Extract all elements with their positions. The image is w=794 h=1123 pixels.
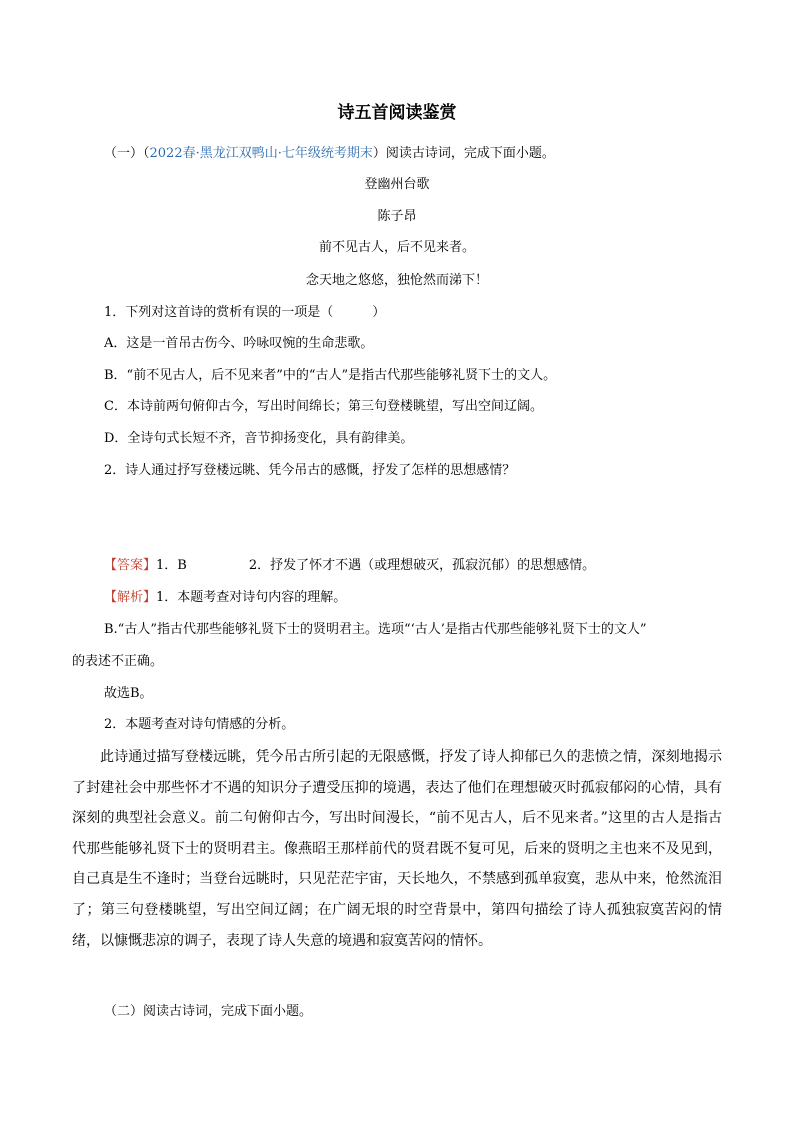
poem-title: 登幽州台歌: [364, 177, 430, 192]
question-2-stem: 2．诗人通过抒写登楼远眺、凭今吊古的感慨，抒发了怎样的思想感情？: [104, 463, 516, 478]
section-1-source: 2022春·黑龙江双鸭山·七年级统考期末: [149, 146, 373, 161]
analysis-conclusion: 故选B。: [104, 686, 153, 701]
poem-author: 陈子昂: [377, 209, 417, 224]
question-1-stem: 1．下列对这首诗的赏析有误的一项是（ ）: [104, 305, 386, 320]
question-1-option-a: A．这是一首吊古伤今、吟咏叹惋的生命悲歌。: [104, 336, 374, 351]
analysis-paragraph: [72, 742, 722, 956]
analysis-point-2a: B.“古人”指古代那些能够礼贤下士的贤明君主。选项“‘古人’是指古代那些能够礼贤下士的文人”: [104, 622, 647, 637]
poem-line-2: 念天地之悠悠，独怆然而涕下！: [305, 273, 488, 288]
answer-tag: 【答案】: [104, 558, 157, 573]
analysis-paragraph-text: 此诗通过描写登楼远眺，凭今吊古所引起的无限感慨，抒发了诗人抑郁已久的悲愤之情，深刻地揭示了封建社会中那些怀才不遇的知识分子遭受压抑的境遇，表达了他们在理想破灭时孤寂郁闷的心情，具有深刻的典型社会意义。前二句俯仰古今，写出时间漫长，“前不见古人，后不见来者。”这里的古人是指古代那些能够礼贤下士的贤明君主。像燕昭王那样前代的贤君既不复可见，后来的贤明之主也来不及见到，自己真是生不逢时；当登台远眺时，只见茫茫宇宙，天长地久，不禁感到孤单寂寞，悲从中来，怆然流泪了；第三句登楼眺望，写出空间辽阔；在广阔无垠的时空背景中，第四句描绘了诗人孤独寂寞苦闷的情绪，以慷慨悲凉的调子，表现了诗人失意的境遇和寂寞苦闷的情怀。: [72, 749, 722, 949]
analysis-point-2b: 的表述不正确。: [72, 654, 164, 669]
analysis-tag: 【解析】: [104, 590, 157, 605]
question-1-option-c: C．本诗前两句俯仰古今，写出时间绵长；第三句登楼眺望，写出空间辽阔。: [104, 399, 543, 414]
answer-1: 1．B: [156, 558, 187, 573]
analysis-line: [104, 589, 346, 607]
answer-2: 2．抒发了怀才不遇（或理想破灭，孤寂沉郁）的思想感情。: [248, 558, 596, 573]
analysis-point-4: 2．本题考查对诗句情感的分析。: [104, 717, 295, 732]
section-1-heading: [104, 145, 555, 163]
question-1-option-d: D．全诗句式长短不齐，音节抑扬变化，具有韵律美。: [104, 431, 414, 446]
poem-line-1: 前不见古人，后不见来者。: [318, 240, 475, 255]
section-1-label-open: （一）（: [104, 146, 150, 161]
answer-line: [104, 557, 595, 575]
question-1-option-b: B．“前不见古人，后不见来者”中的“古人”是指古代那些能够礼贤下士的文人。: [104, 368, 557, 383]
document-title: 诗五首阅读鉴赏: [337, 103, 457, 123]
section-2-heading: （二）阅读古诗词，完成下面小题。: [104, 1004, 313, 1019]
section-1-label-close: ）阅读古诗词，完成下面小题。: [372, 146, 555, 161]
analysis-point-1: 1．本题考查对诗句内容的理解。: [156, 590, 347, 605]
